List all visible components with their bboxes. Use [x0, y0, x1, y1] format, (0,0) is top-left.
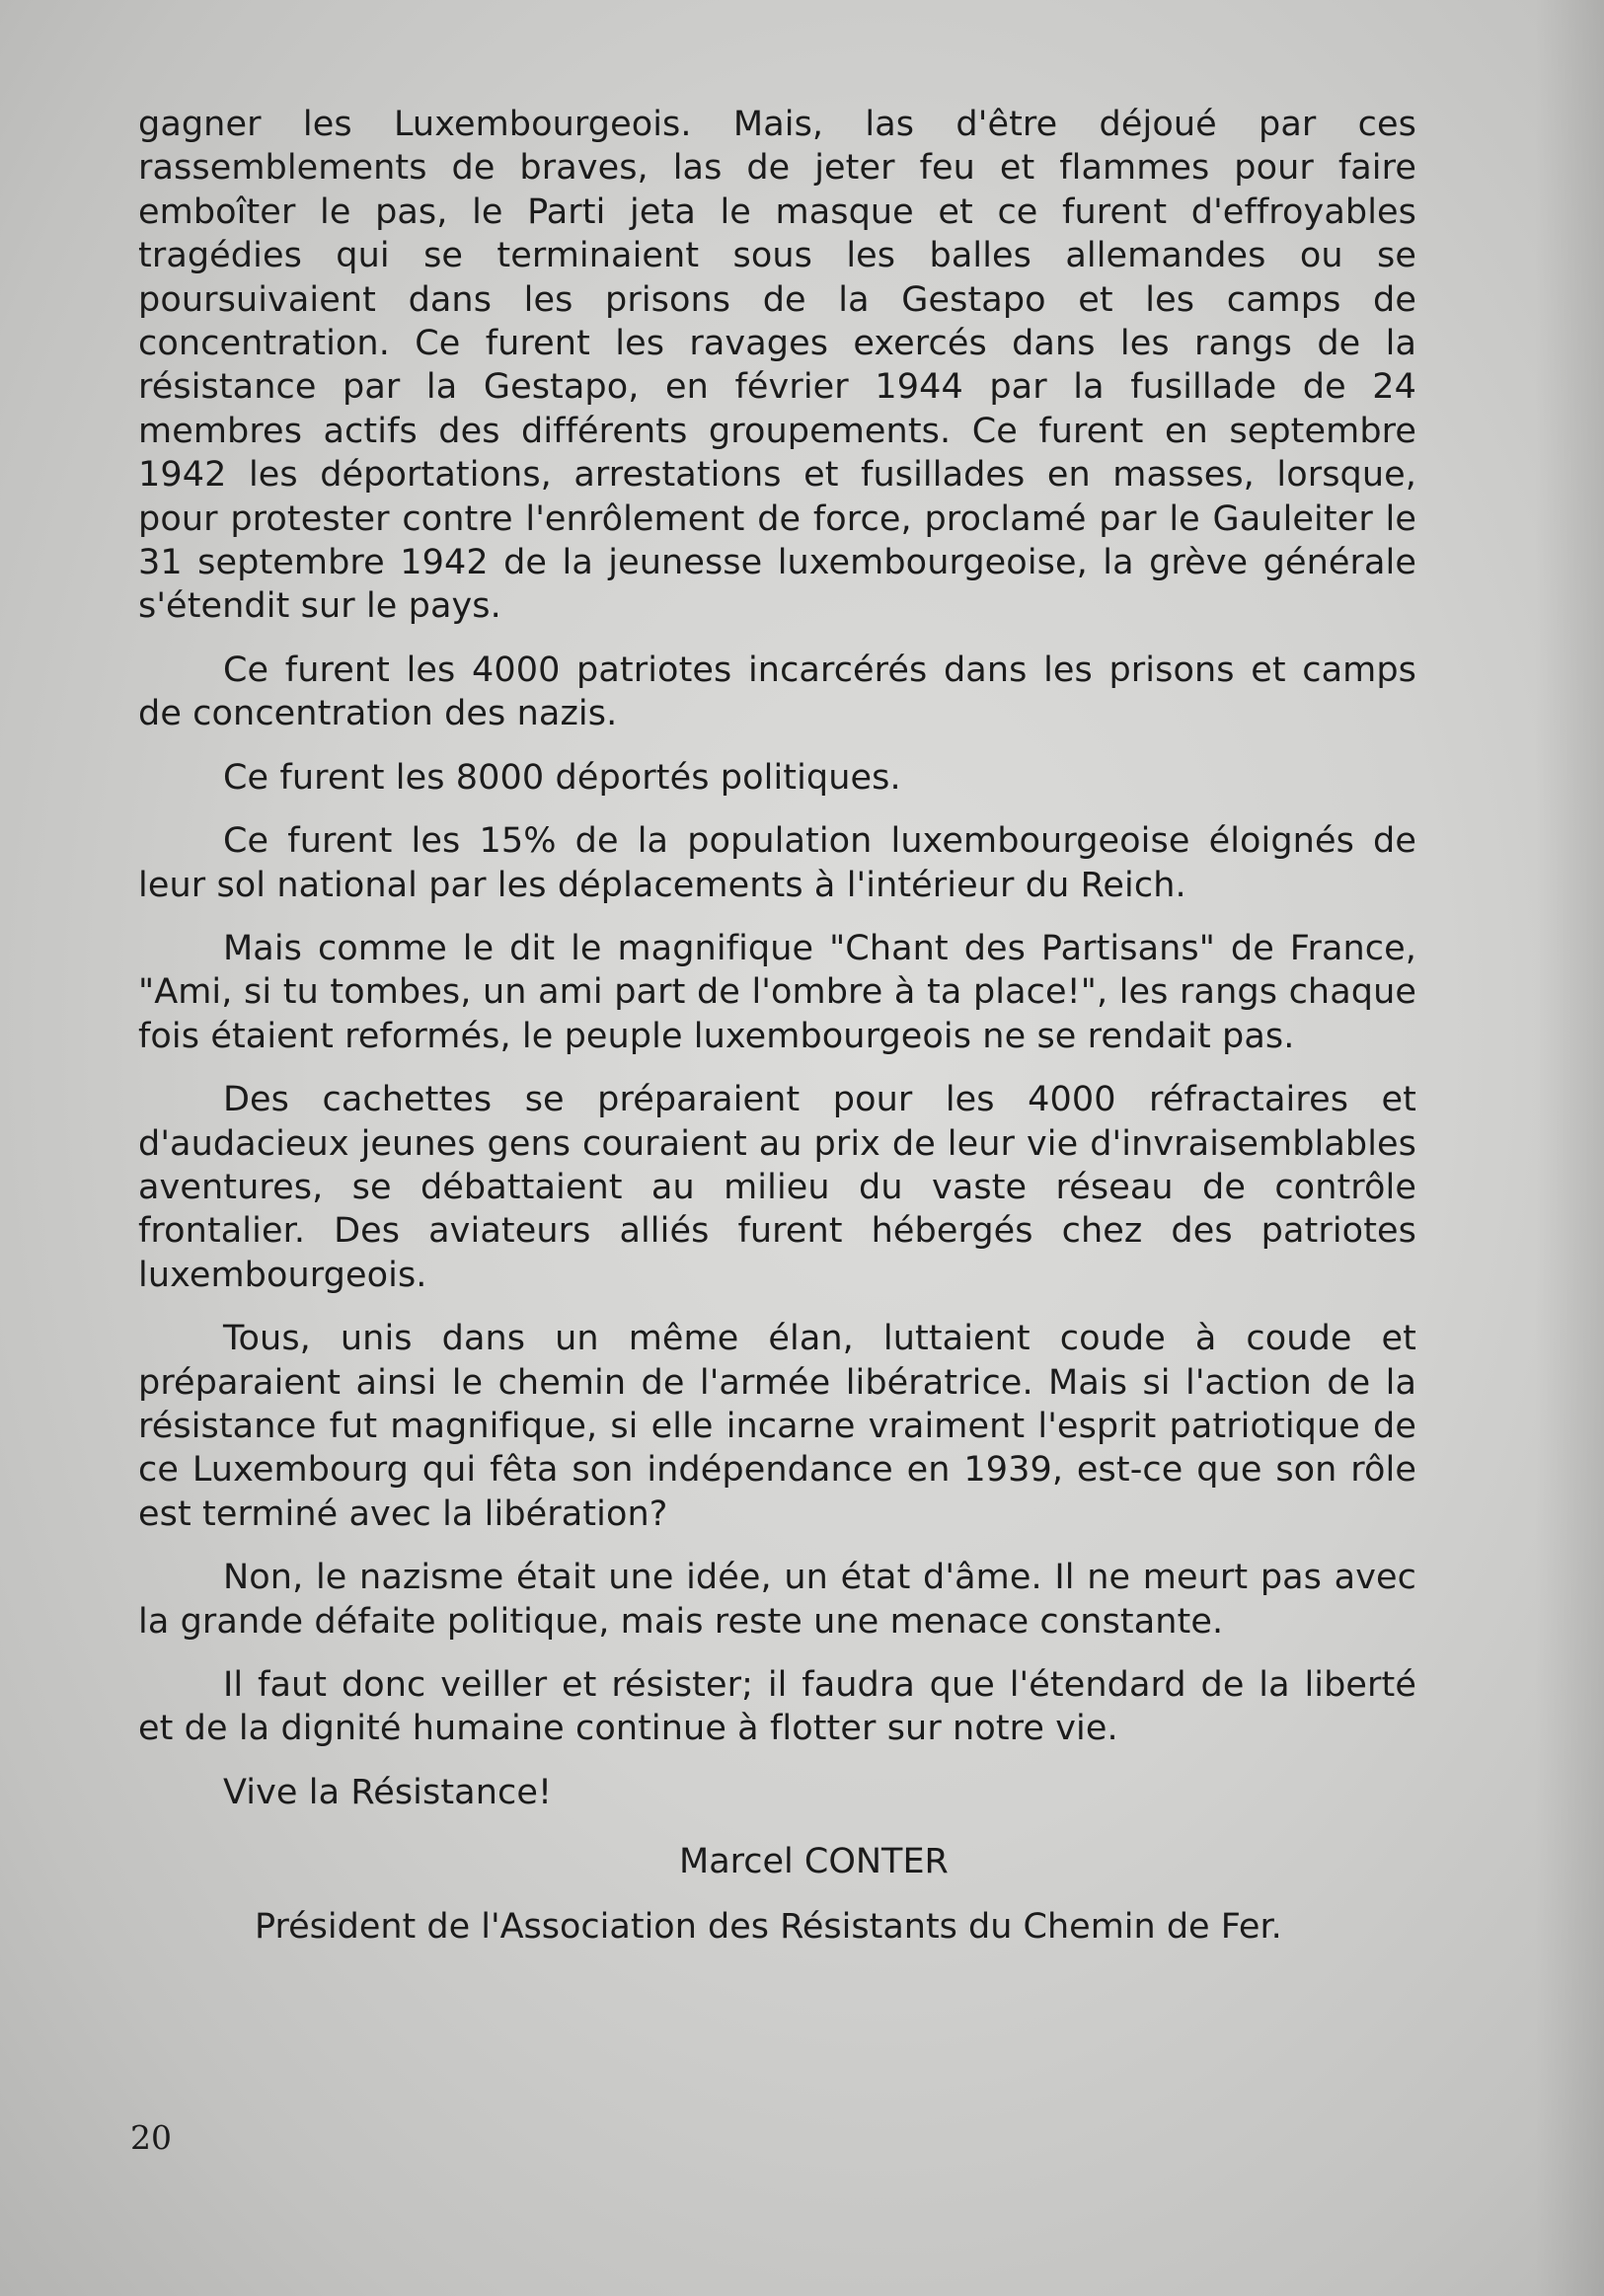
document-body: [138, 103, 1416, 1949]
paragraph-3: Ce furent les 8000 déportés politiques.: [223, 757, 901, 798]
paragraph-9: Il faut donc veiller et résister; il faudra que l'étendard de la liberté et de la dignité humaine continue à flotter sur notre vie.: [138, 1665, 1416, 1749]
signature-name: Marcel CONTER: [679, 1842, 949, 1882]
paragraph-5: Mais comme le dit le magnifique "Chant des Partisans" de France, "Ami, si tu tombes, un ami part de l'ombre à ta place!", les rangs chaque fois étaient reformés, le peuple luxembourgeois ne se rendait pas.: [138, 928, 1416, 1056]
paragraph-2: Ce furent les 4000 patriotes incarcérés dans les prisons et camps de concentration des nazis.: [138, 650, 1416, 734]
page-number: 20: [130, 2118, 172, 2157]
closing-line: Vive la Résistance!: [223, 1772, 553, 1812]
paragraph-6: Des cachettes se préparaient pour les 4000 réfractaires et d'audacieux jeunes gens couraient au prix de leur vie d'invraisemblables aventures, se débattaient au milieu du vaste réseau de contrôle frontalier. Des aviateurs alliés furent hébergés chez des patriotes luxembourgeois.: [138, 1080, 1416, 1295]
paragraph-7: Tous, unis dans un même élan, luttaient coude à coude et préparaient ainsi le chemin de l'armée libératrice. Mais si l'action de la résistance fut magnifique, si elle incarne vraiment l'esprit patriotique de ce Luxembourg qui fêta son indépendance en 1939, est-ce que son rôle est terminé avec la libération?: [138, 1319, 1416, 1534]
paragraph-8: Non, le nazisme était une idée, un état d'âme. Il ne meurt pas avec la grande défaite politique, mais reste une menace constante.: [138, 1558, 1416, 1642]
signature-title: Président de l'Association des Résistants du Chemin de Fer.: [255, 1907, 1282, 1948]
paragraph-4: Ce furent les 15% de la population luxembourgeoise éloignés de leur sol national par les déplacements à l'intérieur du Reich.: [138, 821, 1416, 905]
paragraph-1: gagner les Luxembourgeois. Mais, las d'être déjoué par ces rassemblements de braves, las de jeter feu et flammes pour faire emboîter le pas, le Parti jeta le masque et ce furent d'effroyables tragédies qui se terminaient sous les balles allemandes ou se poursuivaient dans les prisons de la Gestapo et les camps de concentration. Ce furent les ravages exercés dans les rangs de la résistance par la Gestapo, en février 1944 par la fusillade de 24 membres actifs des différents groupements. Ce furent en septembre 1942 les déportations, arrestations et fusillades en masses, lorsque, pour protester contre l'enrôlement de force, proclamé par le Gauleiter le 31 septembre 1942 de la jeunesse luxembourgeoise, la grève générale s'étendit sur le pays.: [138, 105, 1416, 627]
